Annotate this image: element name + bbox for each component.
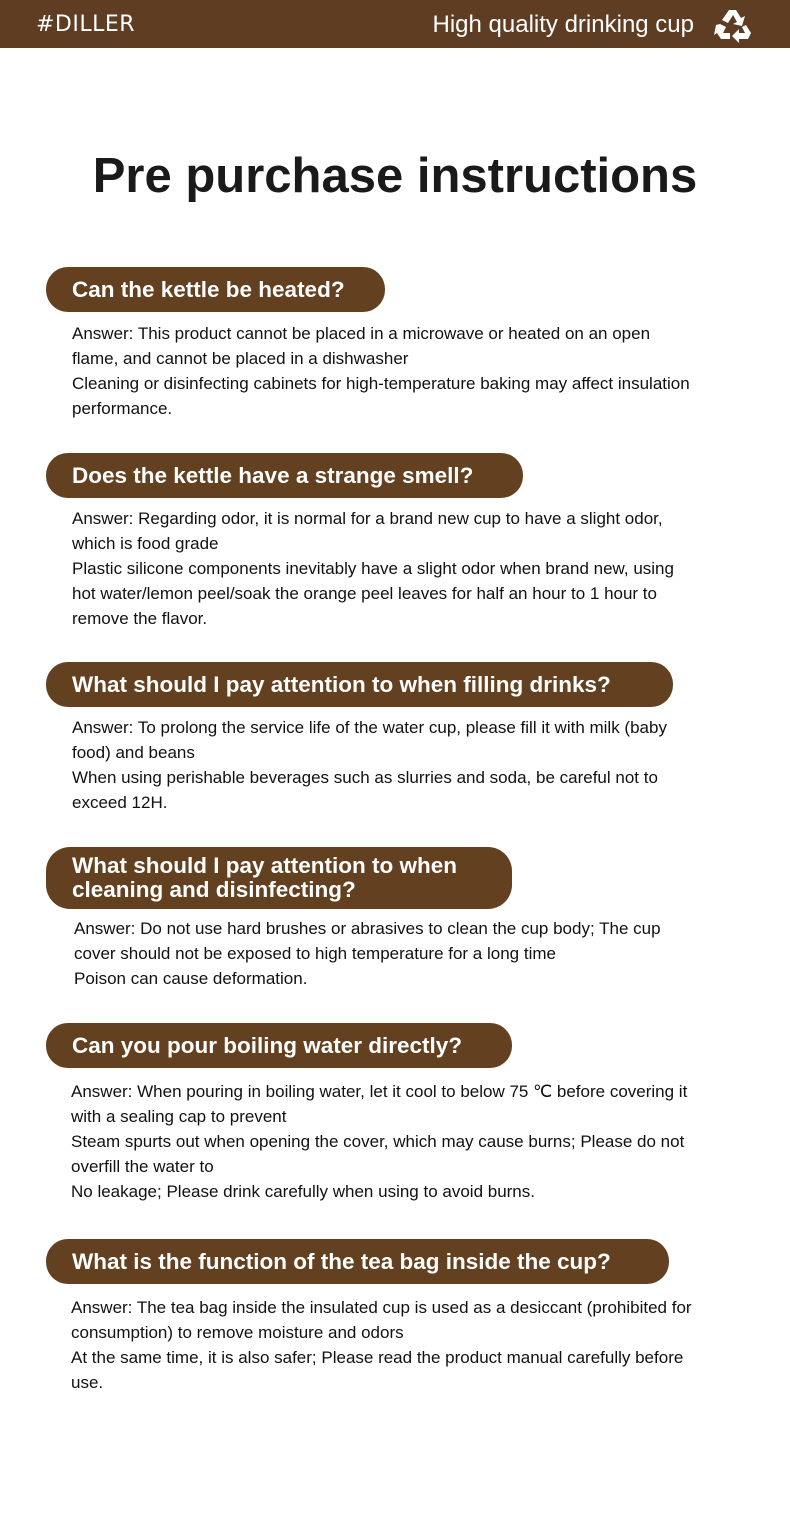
faq-question-text: What should I pay attention to when cleaning and disinfecting? — [72, 853, 457, 902]
faq-question-pill — [46, 847, 512, 909]
faq-question-pill — [46, 662, 673, 707]
faq-question-pill — [46, 1239, 669, 1284]
faq-question-pill — [46, 267, 385, 312]
faq-question-text: Can you pour boiling water directly? — [72, 1032, 463, 1058]
page-title: Pre purchase instructions — [92, 149, 698, 203]
faq-answer-text: Answer: Regarding odor, it is normal for a brand new cup to have a slight odor, which is food grade Plastic silicone components inevitably have a slight odor when brand new, using hot water/lemon peel/soak the orange peel leaves for half an hour to 1 hour to remove the flavor. — [72, 509, 674, 628]
faq-answer-text: Answer: When pouring in boiling water, let it cool to below 75 ℃ before covering it with a sealing cap to prevent Steam spurts out when opening the cover, which may cause burns; Please do not overfill the water to No leakage; Please drink carefully when using to avoid burns. — [71, 1082, 688, 1201]
faq-question-text: What is the function of the tea bag inside the cup? — [72, 1248, 611, 1274]
faq-answer-text: Answer: This product cannot be placed in a microwave or heated on an open flame, and cannot be placed in a dishwasher Cleaning or disinfecting cabinets for high-temperature baking may affect insulation performance. — [72, 324, 690, 418]
faq-question-text: Can the kettle be heated? — [72, 276, 345, 302]
faq-answer-text: Answer: The tea bag inside the insulated cup is used as a desiccant (prohibited for consumption) to remove moisture and odors At the same time, it is also safer; Please read the product manual carefully before use. — [71, 1298, 692, 1392]
recycle-icon — [712, 4, 756, 46]
brand-name: #DILLER — [36, 12, 136, 37]
faq-question-text: Does the kettle have a strange smell? — [72, 462, 474, 488]
faq-question-text: What should I pay attention to when filling drinks? — [72, 671, 611, 697]
faq-answer-text: Answer: Do not use hard brushes or abrasives to clean the cup body; The cup cover should not be exposed to high temperature for a long time Poison can cause deformation. — [74, 919, 661, 988]
header-tagline: High quality drinking cup — [432, 11, 694, 38]
faq-answer-text: Answer: To prolong the service life of the water cup, please fill it with milk (baby food) and beans When using perishable beverages such as slurries and soda, be careful not to exceed 12H. — [72, 718, 667, 812]
header-bar — [0, 0, 790, 48]
faq-question-pill — [46, 1023, 512, 1068]
faq-question-pill — [46, 453, 523, 498]
